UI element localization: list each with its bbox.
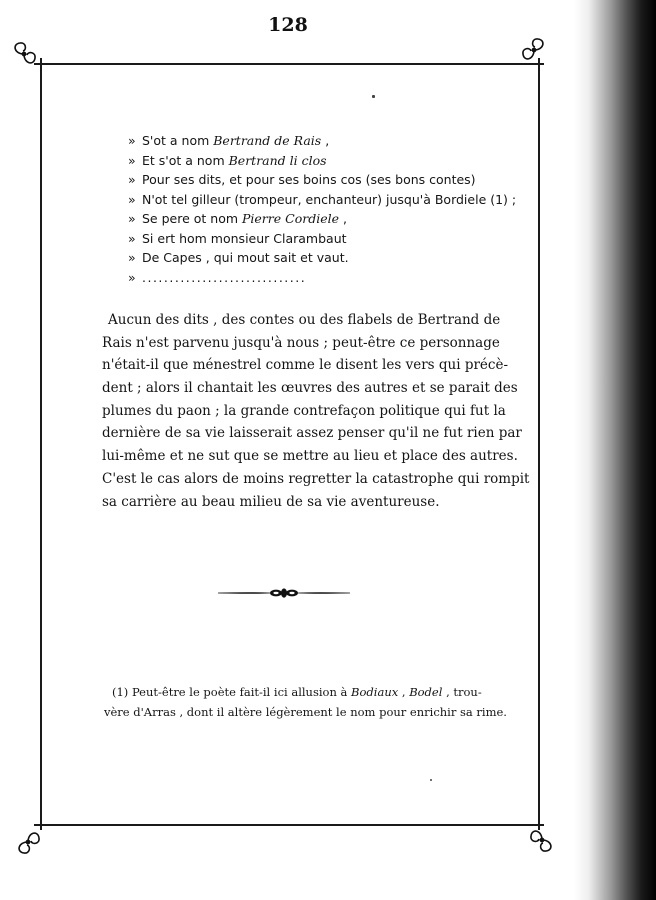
fleuron-divider-icon — [218, 587, 350, 599]
prose-line: n'était-il que ménestrel comme le disent les vers qui précè- — [102, 357, 509, 374]
prose-line: dent ; alors il chantait les œuvres des autres et se parait des — [102, 380, 518, 397]
verse-line: » Pour ses dits, et pour ses boins cos (ses bons contes) — [128, 172, 476, 187]
footnote — [104, 682, 507, 722]
verse-line: » Et s'ot a nom Bertrand li clos — [128, 152, 327, 168]
prose-line: Aucun des dits , des contes ou des flabels de Bertrand de — [108, 312, 501, 328]
page-number: 128 — [268, 14, 308, 36]
prose-line: dernière de sa vie laisserait assez penser qu'il ne fut rien par — [102, 425, 522, 442]
corner-ornament-bottom-left-icon — [14, 828, 42, 856]
verse-line: » S'ot a nom Bertrand de Rais , — [128, 133, 330, 148]
corner-ornament-top-left-icon — [10, 40, 38, 68]
verse-line: » N'ot tel gilleur (trompeur, enchanteur) jusqu'à Bordiele (1) ; — [128, 191, 517, 207]
ink-speck — [372, 95, 375, 98]
book-page-edge — [574, 0, 656, 900]
verse-block — [128, 131, 516, 287]
frame-bottom-line — [34, 824, 544, 826]
corner-ornament-top-right-icon — [520, 36, 548, 64]
prose-paragraph — [102, 309, 530, 513]
frame-right-line — [538, 58, 540, 830]
prose-line: C'est le cas alors de moins regretter la catastrophe qui rompit — [102, 470, 530, 487]
ink-speck — [430, 779, 432, 781]
prose-line: plumes du paon ; la grande contrefaçon politique qui fut la — [102, 402, 506, 419]
verse-line: » .............................. — [128, 269, 307, 285]
verse-line: » Si ert hom monsieur Clarambaut — [128, 230, 347, 246]
prose-line: lui-même et ne sut que se mettre au lieu et place des autres. — [102, 448, 518, 465]
corner-ornament-bottom-right-icon — [528, 826, 556, 854]
verse-line: » Se pere ot nom Pierre Cordiele , — [128, 211, 347, 226]
prose-line: Rais n'est parvenu jusqu'à nous ; peut-être ce personnage — [102, 334, 500, 351]
footnote-line: (1) Peut-être le poète fait-il ici allusion à Bodiaux , Bodel , trou- — [112, 685, 482, 699]
verse-line: » De Capes , qui mout sait et vaut. — [128, 250, 349, 265]
frame-top-line — [34, 63, 544, 65]
prose-line: sa carrière au beau milieu de sa vie aventureuse. — [102, 493, 440, 510]
frame-left-line — [40, 58, 42, 830]
footnote-line: vère d'Arras , dont il altère légèrement le nom pour enrichir sa rime. — [104, 705, 507, 719]
